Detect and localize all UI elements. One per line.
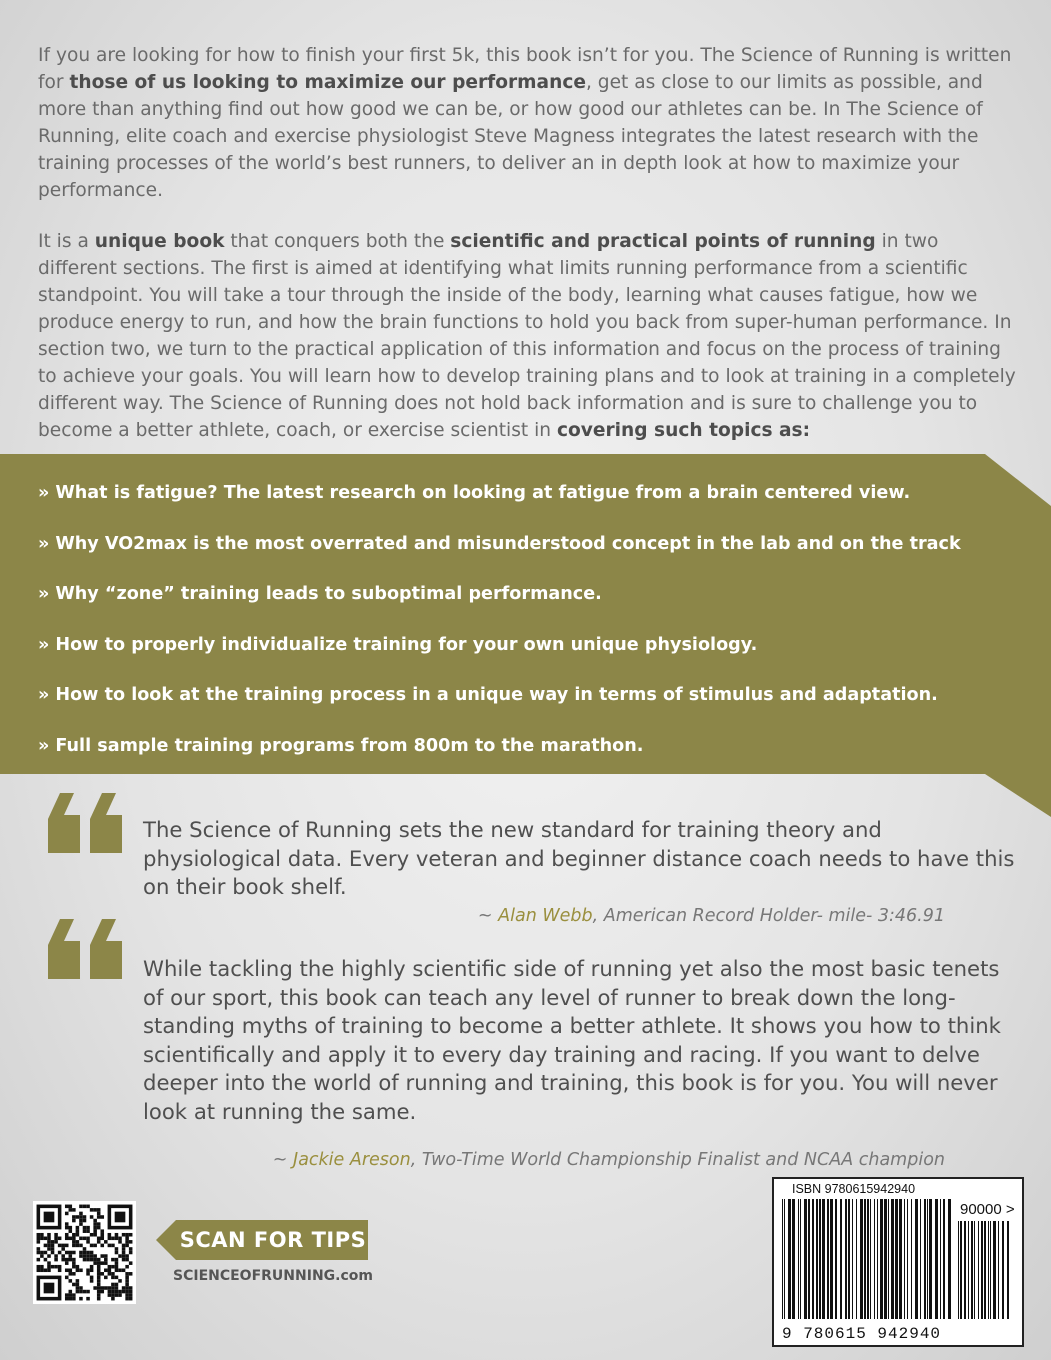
website-link[interactable]: SCIENCEOFRUNNING.com	[173, 1268, 373, 1284]
topic-item: » Why VO2max is the most overrated and misunderstood concept in the lab and on the track	[38, 533, 961, 554]
barcode-icon	[782, 1199, 952, 1319]
topic-item: » What is fatigue? The latest research on looking at fatigue from a brain centered view.	[38, 483, 911, 503]
quote-attribution: ~ Alan Webb, American Record Holder- mile- 3:46.91	[477, 906, 945, 926]
intro-paragraph-1: If you are looking for how to finish your first 5k, this book isn’t for you. The Science of Running is written for those of us looking to maximize our performance, get as close to our limits as possible, and more than anything find out how good we can be, or how good our athletes can be. In The Science of Running, elite coach and exercise physiologist Steve Magness integrates the latest research with the training processes of the world’s best runners, to deliver an in depth look at how to maximize your performance.	[38, 45, 1012, 201]
qr-code-icon	[33, 1201, 136, 1304]
barcode-digits: 9 780615 942940	[782, 1325, 942, 1343]
barcode-addon-icon	[958, 1221, 1014, 1319]
scan-for-tips-tag: SCAN FOR TIPS	[156, 1220, 368, 1260]
intro-text	[38, 42, 1023, 468]
quote-mark-icon	[46, 793, 124, 853]
topic-item: » How to look at the training process in a unique way in terms of stimulus and adaptation.	[38, 685, 938, 705]
quote-text: The Science of Running sets the new standard for training theory and physiological data. Every veteran and beginner distance coach needs to have this on their book shelf.	[143, 817, 1015, 899]
topics-list	[38, 482, 961, 785]
topic-item: » How to properly individualize training for your own unique physiology.	[38, 634, 758, 655]
topic-item: » Full sample training programs from 800m to the marathon.	[38, 735, 644, 756]
quote-author: Alan Webb	[498, 906, 593, 926]
isbn-barcode	[772, 1177, 1024, 1347]
quote-attribution: ~ Jackie Areson, Two-Time World Championship Finalist and NCAA champion	[272, 1150, 945, 1170]
topic-item: » Why “zone” training leads to suboptimal performance.	[38, 584, 602, 604]
quote-text: While tackling the highly scientific side of running yet also the most basic tenets of our sport, this book can teach any level of runner to break down the long-standing myths of training to become a better athlete. It shows you how to think scientifically and apply it to every day training and racing. If you want to delve deeper into the world of running and training, this book is for you. You will never look at running the same.	[143, 956, 1001, 1124]
isbn-label: ISBN 9780615942940	[792, 1182, 916, 1196]
intro-paragraph-2: It is a unique book that conquers both the scientific and practical points of running in two different sections. The first is aimed at identifying what limits running performance from a scientific standpoint. You will take a tour through the inside of the body, learning what causes fatigue, how we produce energy to run, and how the brain functions to hold you back from super-human performance. In section two, we turn to the practical application of this information and focus on the process of training to achieve your goals. You will learn how to develop training plans and to look at training in a completely different way. The Science of Running does not hold back information and is sure to challenge you to become a better athlete, coach, or exercise scientist in covering such topics as:	[38, 231, 1016, 441]
price-code: 90000 >	[960, 1201, 1015, 1218]
quote-mark-icon	[46, 919, 124, 979]
quote-author: Jackie Areson	[293, 1150, 411, 1170]
